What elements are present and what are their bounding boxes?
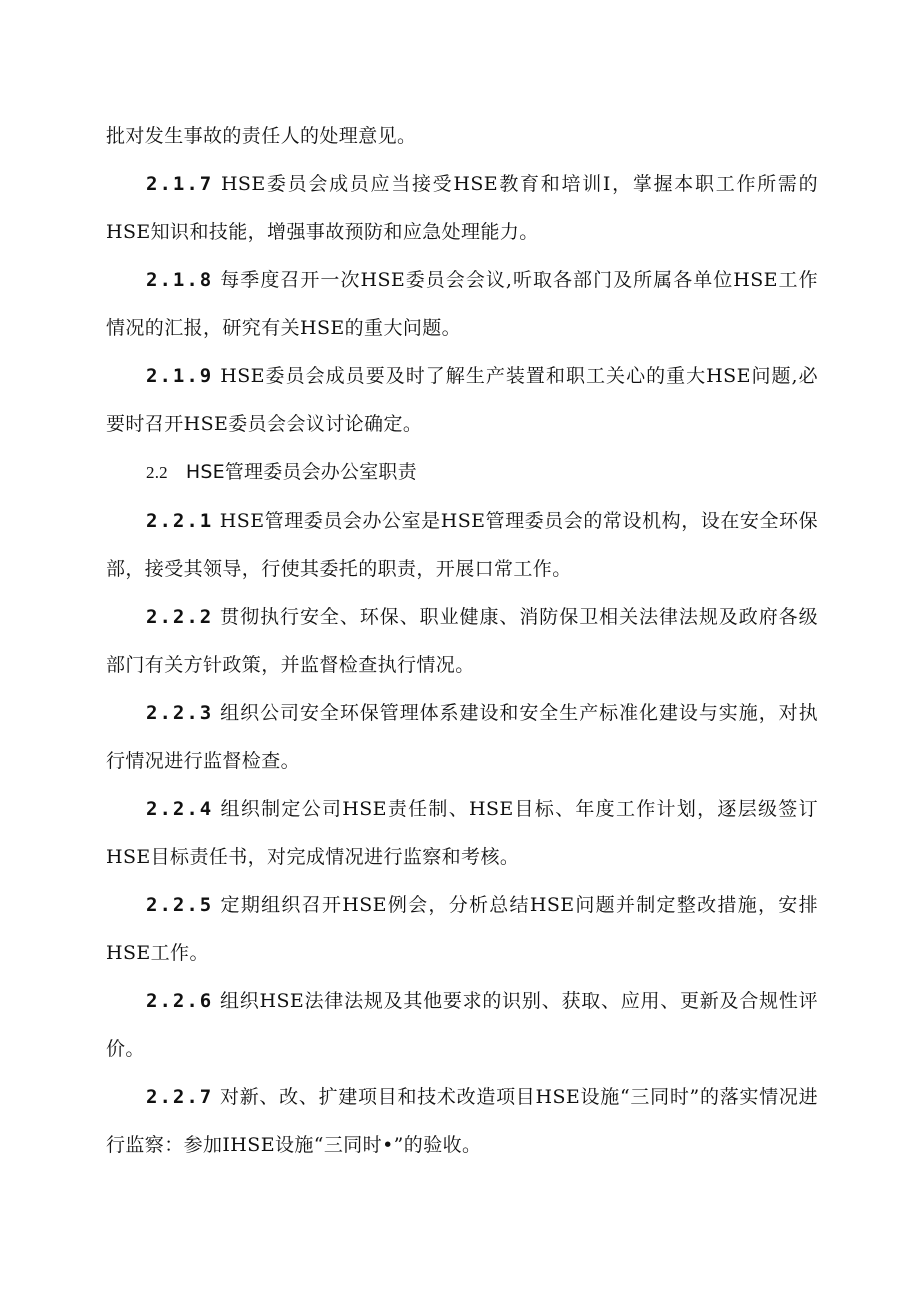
section-title: HSE管理委员会办公室职责: [185, 461, 417, 483]
clause-2-2-6: [106, 977, 818, 1073]
clause-2-1-9: [106, 352, 818, 448]
clause-text: 每季度召开一次HSE委员会会议,听取各部门及所属各单位HSE工作情况的汇报，研究有关HSE的重大问题。: [106, 269, 818, 339]
clause-text: HSE委员会成员要及时了解生产装置和职工关心的重大HSE问题,必要时召开HSE委员会会议讨论确定。: [106, 365, 818, 435]
section-number: 2.2: [146, 463, 168, 482]
clause-number: 2.1.7: [146, 173, 214, 195]
clause-text: 定期组织召开HSE例会，分析总结HSE问题并制定整改措施，安排HSE工作。: [106, 894, 818, 964]
clause-number: 2.2.2: [146, 606, 214, 628]
clause-number: 2.2.7: [146, 1086, 214, 1108]
section-heading-2-2: [106, 448, 818, 497]
clause-text: 组织公司安全环保管理体系建设和安全生产标准化建设与实施，对执行情况进行监督检查。: [106, 702, 818, 772]
clause-text: HSE委员会成员应当接受HSE教育和培训I，掌握本职工作所需的HSE知识和技能，增强事故预防和应急处理能力。: [106, 173, 818, 243]
clause-2-2-2: [106, 593, 818, 689]
clause-number: 2.1.8: [146, 269, 214, 291]
clause-2-2-3: [106, 689, 818, 785]
clause-number: 2.1.9: [146, 365, 214, 387]
intro-paragraph: [106, 112, 818, 160]
clause-2-1-7: [106, 160, 818, 256]
clause-number: 2.2.4: [146, 798, 214, 820]
clause-text: 组织HSE法律法规及其他要求的识别、获取、应用、更新及合规性评价。: [106, 990, 818, 1060]
clause-number: 2.2.3: [146, 702, 214, 724]
clause-number: 2.2.5: [146, 894, 214, 916]
clause-text: 组织制定公司HSE责任制、HSE目标、年度工作计划，逐层级签订HSE目标责任书，对完成情况进行监察和考核。: [106, 798, 818, 868]
clause-2-2-7: [106, 1073, 818, 1169]
clause-2-1-8: [106, 256, 818, 352]
clause-2-2-1: [106, 497, 818, 593]
clause-2-2-5: [106, 881, 818, 977]
clause-number: 2.2.6: [146, 990, 214, 1012]
clause-number: 2.2.1: [146, 510, 214, 532]
clause-text: 对新、改、扩建项目和技术改造项目HSE设施“三同时”的落实情况进行监察：参加IHSE设施“三同时•”的验收。: [106, 1086, 818, 1156]
intro-text: 批对发生事故的责任人的处理意见。: [106, 125, 417, 147]
clause-text: HSE管理委员会办公室是HSE管理委员会的常设机构，设在安全环保部，接受其领导，行使其委托的职责，开展口常工作。: [106, 510, 818, 580]
clause-text: 贯彻执行安全、环保、职业健康、消防保卫相关法律法规及政府各级部门有关方针政策，并监督检查执行情况。: [106, 606, 818, 676]
document-body: [106, 112, 818, 1169]
clause-2-2-4: [106, 785, 818, 881]
